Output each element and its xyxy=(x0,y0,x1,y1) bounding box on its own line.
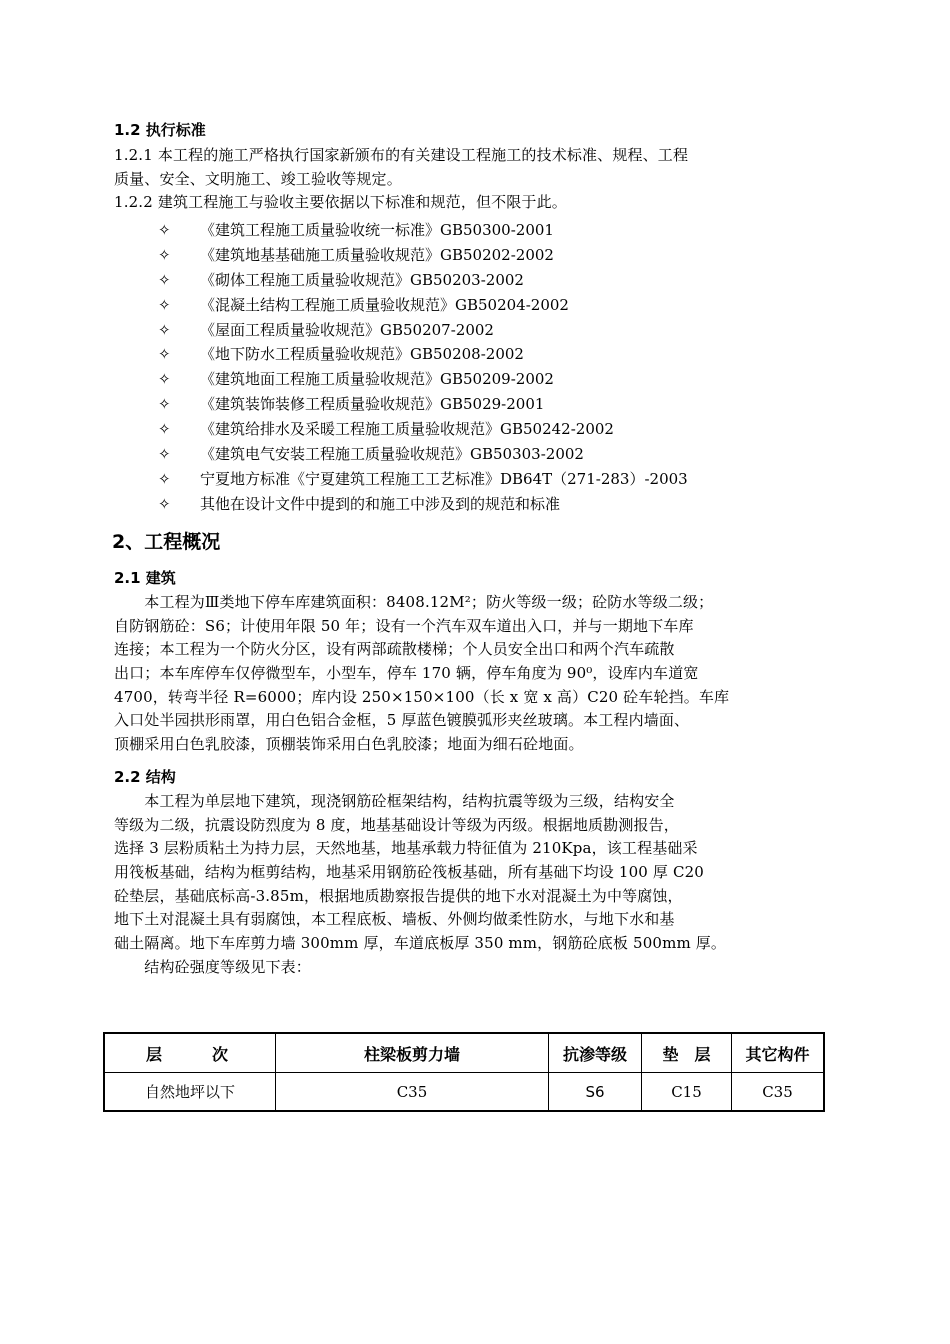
header-cell: 层 次 xyxy=(104,1033,276,1073)
list-item: ✧ 其他在设计文件中提到的和施工中涉及到的规范和标准 xyxy=(158,492,688,517)
diamond-bullet-icon: ✧ xyxy=(158,295,171,314)
table-cell: 自然地坪以下 xyxy=(104,1073,276,1112)
section-2-2-heading: 2.2 结构 xyxy=(114,768,176,786)
list-item: ✧ 《砌体工程施工质量验收规范》GB50203-2002 xyxy=(158,268,688,293)
list-item: ✧ 《建筑装饰装修工程质量验收规范》GB5029-2001 xyxy=(158,392,688,417)
header-cell: 垫 层 xyxy=(642,1033,732,1073)
list-item: ✧ 《地下防水工程质量验收规范》GB50208-2002 xyxy=(158,342,688,367)
diamond-bullet-icon: ✧ xyxy=(158,494,171,513)
text-line: 础土隔离。地下车库剪力墙 300mm 厚，车道底板厚 350 mm，钢筋砼底板 500mm 厚。 xyxy=(114,934,727,953)
text-line: 4700，转弯半径 R=6000；库内设 250×150×100（长 x 宽 x 高）C20 砼车轮挡。车库 xyxy=(114,687,730,706)
header-cell: 其它构件 xyxy=(732,1033,825,1073)
text-line: 本工程为单层地下建筑，现浇钢筋砼框架结构，结构抗震等级为三级，结构安全 xyxy=(114,792,675,810)
diamond-bullet-icon: ✧ xyxy=(158,221,171,239)
text-line: 顶棚采用白色乳胶漆，顶棚装饰采用白色乳胶漆；地面为细石砼地面。 xyxy=(114,735,584,754)
diamond-bullet-icon: ✧ xyxy=(158,420,171,439)
diamond-bullet-icon: ✧ xyxy=(158,245,171,264)
section-1-2-heading: 1.2 执行标准 xyxy=(114,121,206,139)
text-line: 出口；本车库停车仅停微型车，小型车，停车 170 辆，停车角度为 90⁰，设库内车道宽 xyxy=(114,664,699,683)
list-item: ✧ 《屋面工程质量验收规范》GB50207-2002 xyxy=(158,318,688,343)
text-line: 本工程为Ⅲ类地下停车库建筑面积：8408.12M²；防火等级一级；砼防水等级二级； xyxy=(114,593,714,611)
table-cell: C15 xyxy=(642,1073,732,1112)
table-row xyxy=(104,1073,824,1112)
section-2-heading: 2、工程概况 xyxy=(112,531,221,553)
list-item: ✧ 《混凝土结构工程施工质量验收规范》GB50204-2002 xyxy=(158,293,688,318)
list-item: ✧ 《建筑地面工程施工质量验收规范》GB50209-2002 xyxy=(158,367,688,392)
diamond-bullet-icon: ✧ xyxy=(158,370,171,389)
list-item: ✧ 《建筑电气安装工程施工质量验收规范》GB50303-2002 xyxy=(158,442,688,467)
text-line: 等级为二级，抗震设防烈度为 8 度，地基基础设计等级为丙级。根据地质勘测报告， xyxy=(114,815,679,834)
text-line: 结构砼强度等级见下表： xyxy=(114,957,311,976)
diamond-bullet-icon: ✧ xyxy=(158,469,171,488)
list-item: ✧ 《建筑地基基础施工质量验收规范》GB50202-2002 xyxy=(158,243,688,268)
concrete-grade-table xyxy=(103,1032,825,1112)
section-2-1-heading: 2.1 建筑 xyxy=(114,569,176,587)
table-header-row xyxy=(104,1033,824,1073)
text-line: 质量、安全、文明施工、竣工验收等规定。 xyxy=(114,169,402,188)
paragraph-building xyxy=(114,591,849,757)
diamond-bullet-icon: ✧ xyxy=(158,345,171,364)
text-line: 选择 3 层粉质粘土为持力层，天然地基，地基承载力特征值为 210Kpa，该工程基础采 xyxy=(114,839,698,858)
text-line: 自防钢筋砼：S6；计使用年限 50 年；设有一个汽车双车道出入口，并与一期地下车库 xyxy=(114,616,694,635)
diamond-bullet-icon: ✧ xyxy=(158,395,171,414)
text-line: 1.2.1 本工程的施工严格执行国家新颁布的有关建设工程施工的技术标准、规程、工程 xyxy=(114,146,689,164)
table-cell: S6 xyxy=(549,1073,642,1112)
text-line: 连接；本工程为一个防火分区，设有两部疏散楼梯；个人员安全出口和两个汽车疏散 xyxy=(114,640,675,659)
diamond-bullet-icon: ✧ xyxy=(158,270,171,289)
header-cell: 柱梁板剪力墙 xyxy=(276,1033,549,1073)
diamond-bullet-icon: ✧ xyxy=(158,445,171,464)
paragraph-1-2-1 xyxy=(114,144,849,215)
text-line: 地下土对混凝土具有弱腐蚀，本工程底板、墙板、外侧均做柔性防水，与地下水和基 xyxy=(114,910,675,929)
table-cell: C35 xyxy=(276,1073,549,1112)
list-item: ✧ 宁夏地方标准《宁夏建筑工程施工工艺标准》DB64T（271-283）-2003 xyxy=(158,467,688,492)
diamond-bullet-icon: ✧ xyxy=(158,320,171,339)
list-item: ✧ 《建筑工程施工质量验收统一标准》GB50300-2001 xyxy=(158,218,688,243)
paragraph-1-2-2: 1.2.2 建筑工程施工与验收主要依据以下标准和规范，但不限于此。 xyxy=(114,193,567,212)
text-line: 砼垫层，基础底标高-3.85m，根据地质勘察报告提供的地下水对混凝土为中等腐蚀， xyxy=(114,886,683,905)
text-line: 用筏板基础，结构为框剪结构，地基采用钢筋砼筏板基础，所有基础下均设 100 厚 C20 xyxy=(114,863,704,882)
standards-list xyxy=(158,218,688,517)
list-item: ✧ 《建筑给排水及采暖工程施工质量验收规范》GB50242-2002 xyxy=(158,417,688,442)
header-cell: 抗渗等级 xyxy=(549,1033,642,1073)
text-line: 入口处半园拱形雨罩，用白色铝合金框，5 厚蓝色镀膜弧形夹丝玻璃。本工程内墙面、 xyxy=(114,711,690,730)
table-cell: C35 xyxy=(732,1073,825,1112)
paragraph-structure xyxy=(114,790,849,980)
